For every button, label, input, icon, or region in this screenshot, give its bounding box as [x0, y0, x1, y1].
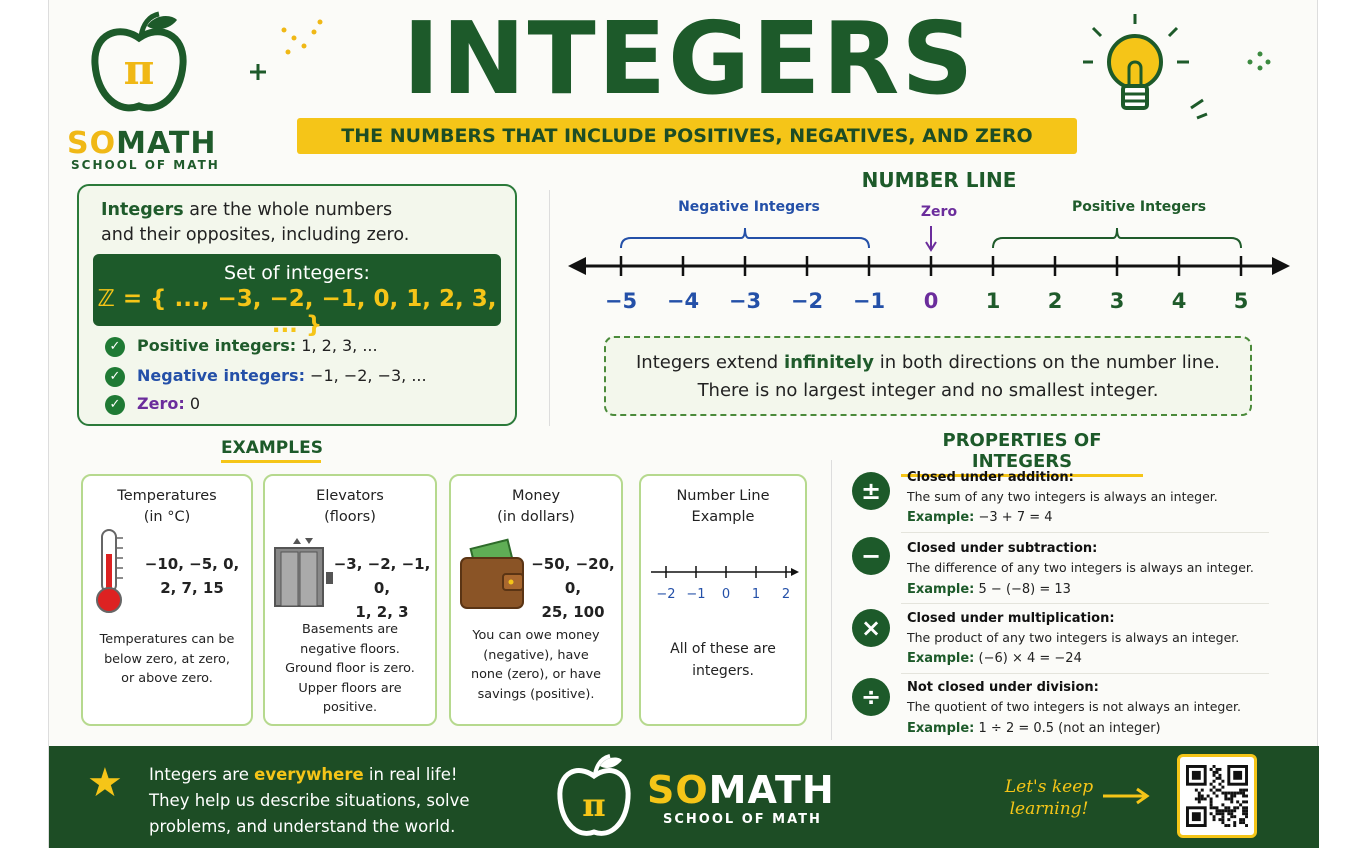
page-title: INTEGERS — [402, 0, 976, 117]
positive-integers-label: Positive Integers — [1071, 199, 1207, 215]
section-divider — [549, 190, 550, 426]
negative-integers-item: ✓ Negative integers: −1, −2, −3, ... — [105, 366, 495, 387]
lightbulb-icon — [1079, 10, 1209, 140]
zero-arrow-icon — [926, 226, 936, 250]
card-title: Number Line Example — [676, 488, 770, 525]
negative-brace — [621, 228, 869, 248]
footer-message: Integers are everywhere in real life! They help us describe situations, solve problems, and understand the world. — [149, 765, 470, 836]
tick-label: −2 — [790, 289, 824, 313]
separator — [901, 603, 1269, 604]
example-card-number-line — [639, 474, 807, 726]
wallet-icon — [459, 538, 525, 610]
card-title: Money (in dollars) — [497, 488, 575, 525]
logo-symbol: π — [582, 786, 606, 824]
card-description: All of these are integers. — [670, 641, 776, 679]
arrow-right-icon — [1272, 257, 1290, 275]
mini-tick-label: 1 — [751, 587, 761, 602]
star-icon: ★ — [87, 760, 123, 806]
plus-minus-icon: ± — [852, 472, 890, 510]
times-icon: × — [852, 609, 890, 647]
elevator-icon — [273, 538, 335, 608]
property-description: The difference of any two integers is always an integer. — [907, 560, 1254, 575]
apple-pi-logo-icon — [89, 10, 189, 120]
infinite-note-box: Integers extend infinitely in both directions on the number line. There is no largest integer and no smallest integer. — [604, 336, 1252, 416]
property-example: Example: −3 + 7 = 4 — [907, 510, 1053, 525]
example-card-elevators — [263, 474, 437, 726]
footer-brand-subtitle: SCHOOL OF MATH — [663, 812, 822, 827]
mini-tick-label: 2 — [781, 587, 791, 602]
card-description: Basements are negative floors. Ground floor is zero. Upper floors are positive. — [285, 622, 415, 715]
mini-tick-label: −2 — [656, 587, 676, 602]
mini-tick-label: −1 — [686, 587, 706, 602]
brand-subtitle: SCHOOL OF MATH — [71, 158, 220, 172]
tick-label: −1 — [852, 289, 886, 313]
tick-label: −5 — [604, 289, 638, 313]
temperature-values: −10, −5, 0, 2, 7, 15 — [144, 555, 240, 597]
tick-label: 4 — [1171, 289, 1187, 313]
set-label: Set of integers: — [224, 262, 370, 284]
set-of-integers-box — [93, 254, 501, 338]
tick-label: −4 — [666, 289, 700, 313]
number-line-diagram — [564, 220, 1294, 320]
floor-values: −3, −2, −1, 0, 1, 2, 3 — [333, 555, 431, 621]
property-name: Closed under addition: — [907, 470, 1074, 485]
tick-label: 2 — [1047, 289, 1063, 313]
property-description: The product of any two integers is always an integer. — [907, 630, 1240, 645]
footer-brand-name: SOMATH — [647, 768, 835, 812]
check-icon: ✓ — [105, 367, 125, 387]
card-title: Temperatures (in °C) — [117, 488, 217, 525]
tick-label: 0 — [923, 289, 939, 313]
check-icon: ✓ — [105, 395, 125, 415]
footer — [49, 746, 1319, 848]
property-name: Closed under multiplication: — [907, 611, 1115, 626]
subtitle-banner: THE NUMBERS THAT INCLUDE POSITIVES, NEGATIVES, AND ZERO — [297, 118, 1077, 154]
tick-label: 5 — [1233, 289, 1249, 313]
set-value: ℤ = { ..., −3, −2, −1, 0, 1, 2, 3, ... } — [97, 286, 497, 338]
mini-number-line — [649, 560, 801, 606]
separator — [901, 673, 1269, 674]
thermometer-icon — [91, 528, 127, 614]
tick-label: 3 — [1109, 289, 1125, 313]
arrow-right-icon — [1101, 786, 1151, 806]
zero-label: Zero — [920, 204, 958, 220]
sparkles-icon — [244, 16, 334, 86]
property-example: Example: 5 − (−8) = 13 — [907, 582, 1071, 597]
apple-pi-logo-icon — [554, 746, 634, 846]
logo-symbol: π — [123, 45, 155, 94]
separator — [901, 532, 1269, 533]
keep-learning-text: Let's keep learning! — [1004, 777, 1094, 819]
definition-text: Integers are the whole numbers and their opposites, including zero. — [101, 200, 410, 245]
brand-name: SOMATH — [67, 126, 217, 161]
arrow-left-icon — [568, 257, 586, 275]
arrow-right-icon — [791, 568, 799, 576]
negative-integers-label: Negative Integers — [678, 199, 820, 215]
properties-title: PROPERTIES OF INTEGERS — [901, 430, 1143, 477]
property-name: Not closed under division: — [907, 680, 1099, 695]
divide-icon: ÷ — [852, 678, 890, 716]
qr-code[interactable] — [1177, 754, 1257, 838]
card-description: You can owe money (negative), have none (zero), or have savings (positive). — [470, 628, 602, 702]
property-example: Example: 1 ÷ 2 = 0.5 (not an integer) — [907, 721, 1161, 736]
card-description: Temperatures can be below zero, at zero, or above zero. — [99, 632, 235, 686]
check-icon: ✓ — [105, 337, 125, 357]
tick-label: 1 — [985, 289, 1001, 313]
property-description: The sum of any two integers is always an integer. — [907, 489, 1218, 504]
infographic-page — [48, 0, 1318, 848]
card-title: Elevators (floors) — [316, 488, 384, 525]
positive-integers-item: ✓ Positive integers: 1, 2, 3, ... — [105, 336, 495, 357]
qr-code-icon — [1186, 765, 1248, 827]
examples-title: EXAMPLES — [221, 438, 321, 463]
money-values: −50, −20, 0, 25, 100 — [531, 555, 615, 621]
dots-icon — [1244, 48, 1274, 74]
property-description: The quotient of two integers is not always an integer. — [907, 699, 1242, 714]
zero-item: ✓ Zero: 0 — [105, 394, 495, 415]
example-card-money — [449, 474, 623, 726]
property-name: Closed under subtraction: — [907, 541, 1098, 556]
number-line-title: NUMBER LINE — [861, 168, 1017, 192]
tick-label: −3 — [728, 289, 762, 313]
positive-brace — [993, 228, 1241, 248]
section-divider — [831, 460, 832, 740]
definition-card — [77, 184, 517, 426]
mini-tick-label: 0 — [721, 587, 731, 602]
property-example: Example: (−6) × 4 = −24 — [907, 651, 1082, 666]
example-card-temperatures — [81, 474, 253, 726]
minus-icon: − — [852, 537, 890, 575]
